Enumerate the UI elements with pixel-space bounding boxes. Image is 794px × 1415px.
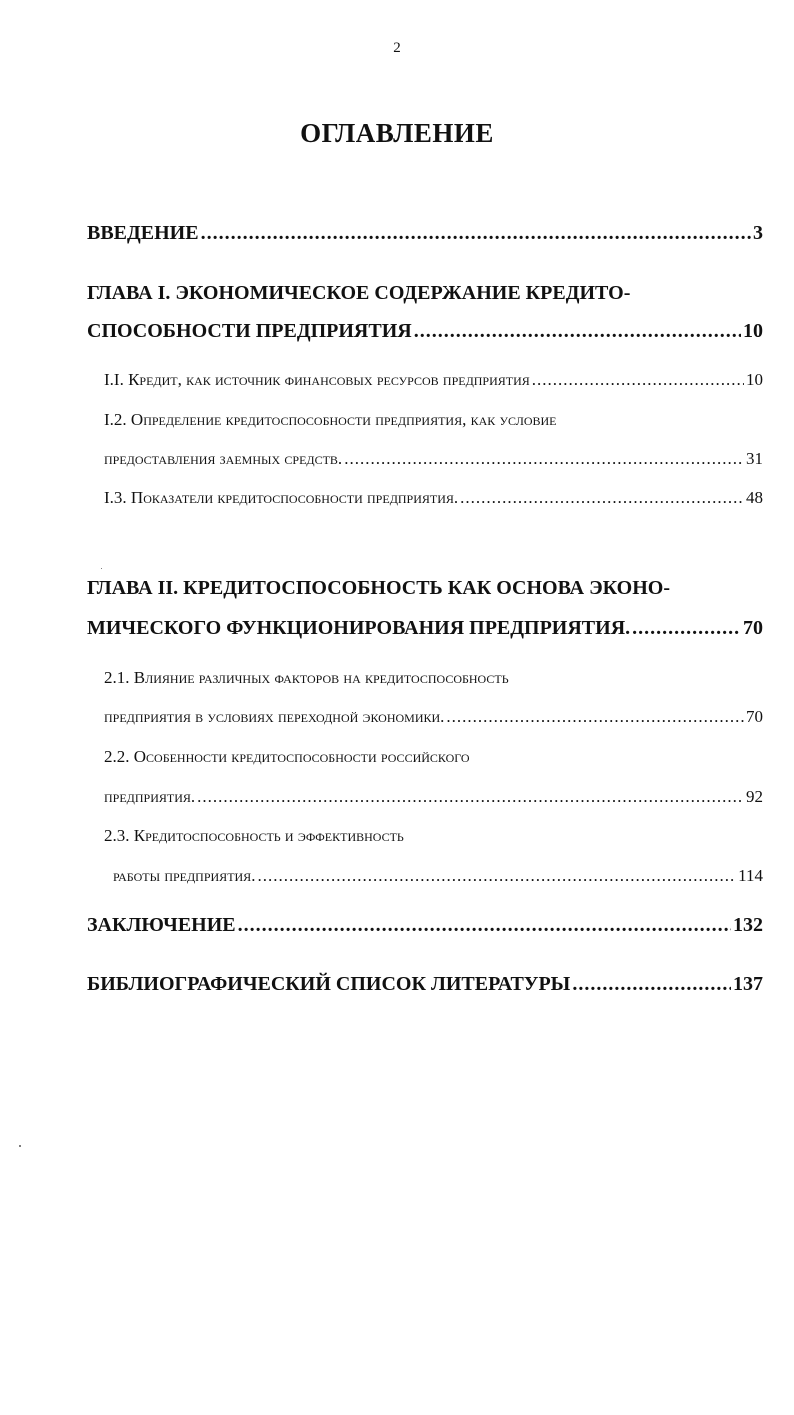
toc-page-number: 31 — [746, 449, 763, 468]
toc-page-number: 70 — [743, 617, 763, 639]
toc-entry-label: предприятия в условиях переходной экономики. — [104, 707, 445, 726]
section-2-2-title-line1: 2.2. Особенности кредитоспособности российского — [104, 747, 470, 766]
toc-entry-section-1-3[interactable] — [104, 488, 763, 508]
toc-entry-label: I.3. Показатели кредитоспособности предприятия. — [104, 488, 459, 507]
toc-page-number: 48 — [746, 488, 763, 507]
dot-leader — [238, 914, 731, 937]
toc-entry-label: ЗАКЛЮЧЕНИЕ — [87, 914, 236, 936]
dot-leader — [446, 707, 744, 727]
dot-leader — [201, 222, 751, 245]
dot-leader — [532, 370, 744, 390]
dot-leader — [197, 787, 744, 807]
page-number: 2 — [393, 40, 401, 56]
toc-entry-section-1-1[interactable] — [104, 370, 763, 390]
dot-leader — [257, 866, 736, 886]
toc-entry-chapter-2[interactable] — [87, 617, 763, 640]
toc-page-number: 92 — [746, 787, 763, 806]
toc-page-number: 70 — [746, 707, 763, 726]
scan-speck — [101, 568, 102, 569]
section-2-1-title-line1: 2.1. Влияние различных факторов на кредитоспособность — [104, 668, 509, 687]
toc-page-number: 3 — [753, 222, 763, 244]
section-1-2-title-line1: I.2. Определение кредитоспособности предприятия, как условие — [104, 410, 557, 429]
toc-entry-label: МИЧЕСКОГО ФУНКЦИОНИРОВАНИЯ ПРЕДПРИЯТИЯ. — [87, 617, 631, 639]
chapter-2-heading-line1: ГЛАВА II. КРЕДИТОСПОСОБНОСТЬ КАК ОСНОВА ЭКОНО- — [87, 577, 671, 599]
page-title: ОГЛАВЛЕНИЕ — [300, 118, 494, 148]
toc-entry-intro[interactable] — [87, 222, 763, 245]
toc-entry-label: работы предприятия. — [113, 866, 256, 885]
chapter-1-heading-line1: ГЛАВА I. ЭКОНОМИЧЕСКОЕ СОДЕРЖАНИЕ КРЕДИТО- — [87, 282, 631, 304]
dot-leader — [344, 449, 744, 469]
dot-leader — [460, 488, 744, 508]
toc-entry-section-1-2[interactable] — [104, 449, 763, 469]
dot-leader — [632, 617, 741, 640]
toc-page-number: 132 — [733, 914, 763, 936]
dot-leader — [572, 973, 731, 996]
scan-speck — [19, 1145, 21, 1147]
toc-page-number: 10 — [746, 370, 763, 389]
toc-entry-section-2-2[interactable] — [104, 787, 763, 807]
toc-entry-label: предприятия. — [104, 787, 196, 806]
toc-entry-section-2-1[interactable] — [104, 707, 763, 727]
toc-entry-section-2-3[interactable] — [113, 866, 763, 886]
toc-entry-label: БИБЛИОГРАФИЧЕСКИЙ СПИСОК ЛИТЕРАТУРЫ — [87, 973, 571, 995]
toc-page-number: 114 — [738, 866, 763, 885]
section-2-3-title-line1: 2.3. Кредитоспособность и эффективность — [104, 826, 404, 845]
toc-page-number: 10 — [743, 320, 763, 342]
toc-entry-conclusion[interactable] — [87, 914, 763, 937]
toc-entry-label: I.I. Кредит, как источник финансовых ресурсов предприятия — [104, 370, 530, 389]
toc-page-number: 137 — [733, 973, 763, 995]
toc-entry-chapter-1[interactable] — [87, 320, 763, 343]
dot-leader — [414, 320, 741, 343]
toc-entry-bibliography[interactable] — [87, 973, 763, 996]
toc-entry-label: предоставления заемных средств. — [104, 449, 343, 468]
toc-entry-label: ВВЕДЕНИЕ — [87, 222, 199, 244]
toc-entry-label: СПОСОБНОСТИ ПРЕДПРИЯТИЯ — [87, 320, 412, 342]
